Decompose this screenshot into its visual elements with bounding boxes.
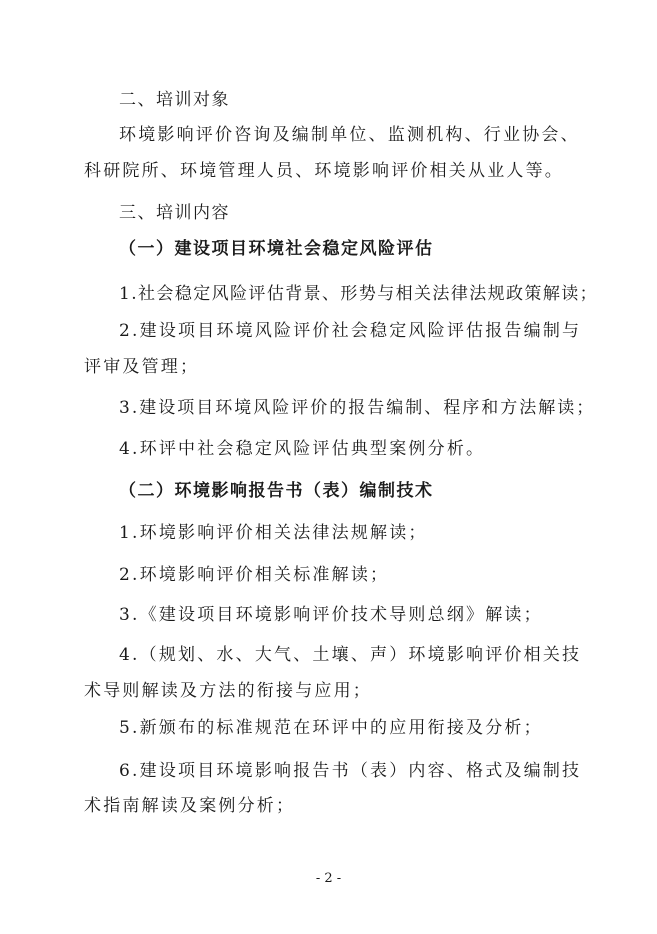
list-item: 4.环评中社会稳定风险评估典型案例分析。	[119, 439, 486, 459]
subsection-title-eia-report: （二）环境影响报告书（表）编制技术	[119, 481, 434, 501]
list-item-continuation: 评审及管理；	[84, 357, 200, 377]
section-heading-training-content: 三、培训内容	[119, 203, 230, 223]
list-item: 2.环境影响评价相关标准解读；	[119, 565, 390, 585]
list-item: 2.建设项目环境风险评价社会稳定风险评估报告编制与	[119, 321, 582, 341]
list-item: 3.《建设项目环境影响评价技术导则总纲》解读；	[119, 605, 543, 625]
list-item: 4.（规划、水、大气、土壤、声）环境影响评价相关技	[119, 645, 582, 665]
list-item: 1.社会稳定风险评估背景、形势与相关法律法规政策解读；	[119, 284, 599, 304]
list-item: 1.环境影响评价相关法律法规解读；	[119, 523, 428, 543]
list-item: 3.建设项目环境风险评价的报告编制、程序和方法解读；	[119, 398, 596, 418]
section-heading-training-target: 二、培训对象	[119, 90, 230, 110]
list-item: 6.建设项目环境影响报告书（表）内容、格式及编制技	[119, 761, 582, 781]
list-item-continuation: 术指南解读及案例分析；	[84, 796, 296, 816]
page-number: - 2 -	[315, 871, 342, 886]
subsection-title-social-risk: （一）建设项目环境社会稳定风险评估	[119, 239, 434, 259]
paragraph-line: 环境影响评价咨询及编制单位、监测机构、行业协会、	[119, 125, 580, 145]
paragraph-line: 科研院所、环境管理人员、环境影响评价相关从业人等。	[84, 161, 564, 181]
list-item-continuation: 术导则解读及方法的衔接与应用；	[84, 681, 372, 701]
list-item: 5.新颁布的标准规范在环评中的应用衔接及分析；	[119, 718, 543, 738]
